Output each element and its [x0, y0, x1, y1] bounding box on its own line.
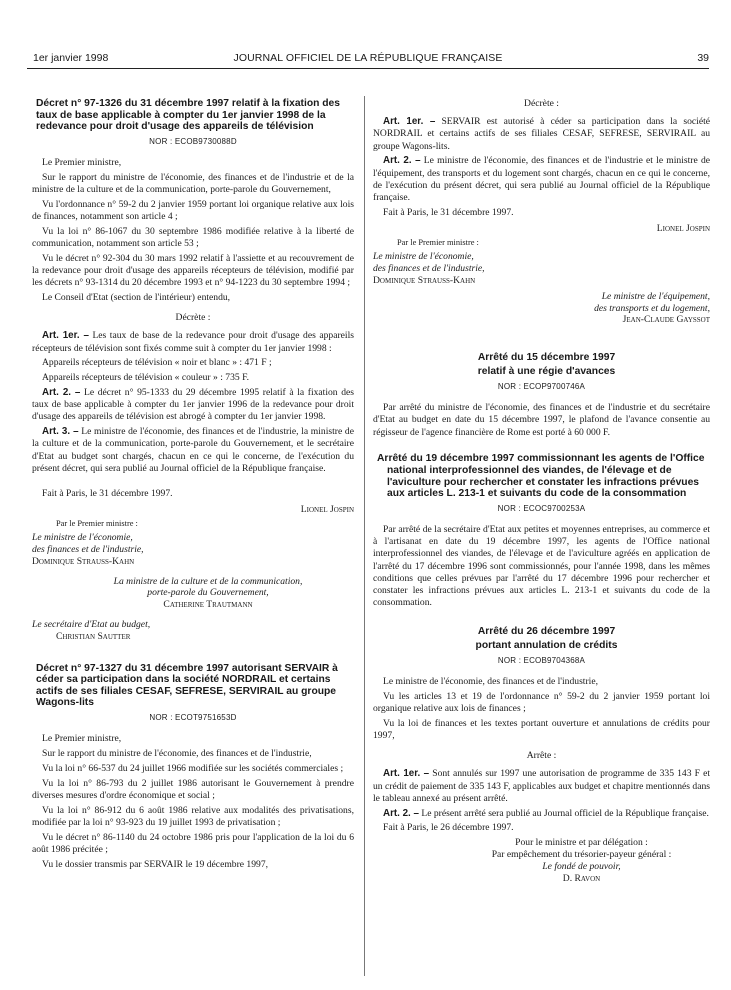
article-text: Les taux de base de la redevance pour droit d'usage des appareils récepteurs de télévision sont fixés comme suit à compter du 1er janvier 1998 : [32, 330, 354, 354]
visa-item: Sur le rapport du ministre de l'économie, des finances et de l'industrie, [42, 747, 312, 759]
article-text: Le ministre de l'économie, des finances et de l'industrie, la ministre de la culture et de la communication, porte-parole du Gouvernement, et le secrétaire d'Etat au budget sont chargés, chacun en ce qui le concerne, de l'exécution du présent décret, qui sera publié au Journal officiel de la République française. [32, 426, 354, 474]
by-prime-minister: Par le Premier ministre : [397, 238, 479, 248]
arrete-body: Par arrêté de la secrétaire d'Etat aux petites et moyennes entreprises, au commerce et à l'artisanat en date du 19 décembre 1997, les agents de l'Office national interprofessionnel des viandes, de l'élevage et de l'aviculture agréés en application de l'arrêté du 17 décembre 1996 sont commissionnés, pour l'année 1998, dans les mêmes conditions que celles prévues par l'arrêté du 17 décembre 1996 pour rechercher et constater les infractions prévues aux articles L. 213-1 et suivants du code de la consommation. [373, 523, 710, 609]
visa-item: Vu les articles 13 et 19 de l'ordonnance n° 59-2 du 2 janvier 1959 portant loi organique relative aux lois de finances ; [373, 690, 710, 714]
signatory-economy: Le ministre de l'économie, des finances et de l'industrie, Dominique Strauss-Kahn [32, 532, 144, 567]
arrete-26-decembre [373, 626, 710, 884]
fait-a-paris: Fait à Paris, le 31 décembre 1997. [42, 487, 173, 499]
decrete-heading: Décrète : [524, 98, 559, 109]
arrete-title: Arrêté du 19 décembre 1997 commissionnant les agents de l'Office national interprofessionnel des viandes, de l'élevage et de l'aviculture pour rechercher et constater les infractions prévues aux articles L. 213-1 et suivants du code de la consommation [377, 453, 705, 500]
signer-name: Lionel Jospin [656, 223, 710, 235]
delegation-block: Pour le ministre et par délégation : Par empêchement du trésorier-payeur général : Le fondé de pouvoir, D. Ravon [491, 837, 672, 884]
left-column [32, 98, 354, 873]
decree-title: Décret n° 97-1326 du 31 décembre 1997 relatif à la fixation des taux de base applicable à compter du 1er janvier 1998 de la redevance pour droit d'usage des appareils de télévision [36, 98, 341, 133]
header-rule [27, 68, 709, 69]
visa-item: Vu le décret n° 86-1140 du 24 octobre 1986 pris pour l'application de la loi du 6 août 1986 précitée ; [32, 831, 354, 855]
arrete-title-line: Arrêté du 15 décembre 1997 [477, 352, 616, 364]
issue-date: 1er janvier 1998 [33, 52, 109, 64]
signatory-economy: Le ministre de l'économie, des finances et de l'industrie, Dominique Strauss-Kahn [373, 251, 485, 287]
nor-code: NOR : ECOC9700253A [497, 503, 586, 513]
signatory-budget: Le secrétaire d'Etat au budget, Christian Sautter [32, 618, 151, 642]
visa-item: Vu l'ordonnance n° 59-2 du 2 janvier 1959 portant loi organique relative aux lois de finances, notamment son article 4 ; [32, 198, 354, 222]
article-label: Art. 2. – [383, 807, 419, 819]
article-text: Le ministre de l'économie, des finances et de l'industrie et le ministre de l'équipement, des transports et du logement sont chargés, chacun en ce qui le concerne, de l'exécution du présent décret, qui sera publié au Journal officiel de la République française. [373, 155, 711, 204]
visa-item: Vu la loi n° 86-1067 du 30 septembre 1986 modifiée relative à la liberté de communication, notamment son article 53 ; [32, 225, 354, 249]
article-label: Art. 3. – [42, 426, 79, 438]
signatory-equipment: Le ministre de l'équipement, des transports et du logement, Jean-Claude Gayssot [594, 290, 710, 326]
article-text: Sont annulés sur 1997 une autorisation de programme de 335 143 F et un crédit de paiement de 335 143 F, applicables aux budget et chapitre mentionnés dans le tableau annexé au présent arrêté. [373, 768, 710, 804]
nor-code: NOR : ECOP9700746A [497, 381, 586, 391]
decree-97-1326 [32, 98, 354, 643]
nor-code: NOR : ECOB9730088D [149, 136, 237, 146]
article-text: SERVAIR est autorisé à céder sa participation dans la société NORDRAIL et certains actifs de ses filiales CESAF, SEFRESE, SERVIRAIL au groupe Wagons-lits. [373, 116, 710, 152]
nor-code: NOR : ECOT9751653D [149, 712, 237, 722]
article-text: Le présent arrêté sera publié au Journal officiel de la République française. [421, 807, 709, 819]
column-divider [364, 96, 365, 976]
visa-item: Le Conseil d'Etat (section de l'intérieur) entendu, [42, 291, 231, 303]
visa-item: Sur le rapport du ministre de l'économie, des finances et de l'industrie et de la ministre de la culture et de la communication, porte-parole du Gouvernement, [32, 171, 354, 195]
visa-item: Vu la loi n° 66-537 du 24 juillet 1966 modifiée sur les sociétés commerciales ; [42, 762, 344, 774]
preamble-intro: Le Premier ministre, [42, 733, 122, 745]
fait-a-paris: Fait à Paris, le 31 décembre 1997. [383, 206, 514, 218]
rate-bw: Appareils récepteurs de télévision « noir et blanc » : 471 F ; [42, 357, 272, 369]
rate-color: Appareils récepteurs de télévision « couleur » : 735 F. [42, 372, 250, 384]
visa-item: Vu le décret n° 92-304 du 30 mars 1992 relatif à l'assiette et au recouvrement de la redevance pour droit d'usage des appareils récepteurs de télévision, modifié par les décrets n° 93-1314 du 20 décembre 1993 et n° 94-1223 du 30 septembre 1994 ; [32, 252, 354, 289]
journal-title: JOURNAL OFFICIEL DE LA RÉPUBLIQUE FRANÇAISE [233, 52, 503, 64]
decrete-heading: Décrète : [175, 312, 211, 324]
by-prime-minister: Par le Premier ministre : [56, 519, 138, 528]
article-1 [32, 330, 354, 354]
decree-title: Décret n° 97-1327 du 31 décembre 1997 autorisant SERVAIR à céder sa participation dans la société NORDRAIL et certains actifs de ses filiales CESAF, SEFRESE, SERVIRAIL au groupe Wagons-lits [36, 662, 338, 709]
article-1 [373, 116, 710, 153]
article-label: Art. 1er. – [383, 116, 436, 128]
arrete-title-line: portant annulation de crédits [475, 640, 618, 652]
arrete-body: Par arrêté du ministre de l'économie, des finances et de l'industrie et du secrétaire d'Etat au budget en date du 15 décembre 1997, le plafond de l'avance consentie au régisseur de l'agence financière de Rome est porté à 60 000 F. [373, 402, 710, 438]
article-label: Art. 2. – [383, 155, 421, 167]
nor-code: NOR : ECOB9704368A [497, 655, 586, 665]
running-head [27, 52, 709, 66]
article-label: Art. 1er. – [383, 768, 430, 780]
right-column [373, 98, 710, 884]
visa-item: Vu la loi n° 86-912 du 6 août 1986 relative aux modalités des privatisations, modifiée par la loi n° 93-923 du 19 juillet 1993 de privatisation ; [32, 804, 354, 828]
arrete-title-line: Arrêté du 26 décembre 1997 [477, 625, 616, 637]
page-number: 39 [697, 52, 709, 64]
visa-item: Vu le dossier transmis par SERVAIR le 19 décembre 1997, [42, 858, 269, 870]
arrete-15-decembre [373, 352, 710, 439]
article-2 [373, 808, 710, 820]
article-1 [373, 768, 710, 805]
arrete-title-line: relatif à une régie d'avances [477, 366, 616, 378]
decree-97-1327 [32, 663, 354, 871]
signatory-culture: La ministre de la culture et de la communication, porte-parole du Gouvernement, Catherine Trautmann [113, 575, 303, 611]
fait-a-paris: Fait à Paris, le 26 décembre 1997. [383, 822, 514, 834]
article-3 [32, 426, 354, 475]
article-label: Art. 2. – [42, 386, 81, 398]
visa-item: Vu la loi n° 86-793 du 2 juillet 1986 autorisant le Gouvernement à prendre diverses mesures d'ordre économique et social ; [32, 777, 354, 801]
article-text: Le décret n° 95-1333 du 29 décembre 1995 relatif à la fixation des taux de base applicable à compter du 1er janvier 1996 de la redevance pour droit d'usage des appareils de télévision est abrogé à compter du 1er janvier 1998. [32, 386, 355, 423]
article-2 [32, 387, 354, 424]
article-2 [373, 155, 710, 204]
arrete-heading: Arrête : [526, 750, 557, 762]
visa-item: Vu la loi de finances et les textes portant ouverture et annulations de crédits pour 1997, [373, 717, 710, 741]
arrete-19-decembre [373, 453, 710, 609]
article-label: Art. 1er. – [42, 330, 89, 342]
preamble-intro: Le Premier ministre, [42, 156, 122, 168]
preamble-intro: Le ministre de l'économie, des finances et de l'industrie, [383, 675, 598, 687]
signer-name: Lionel Jospin [300, 503, 354, 515]
decree-97-1327-continued [373, 98, 710, 326]
